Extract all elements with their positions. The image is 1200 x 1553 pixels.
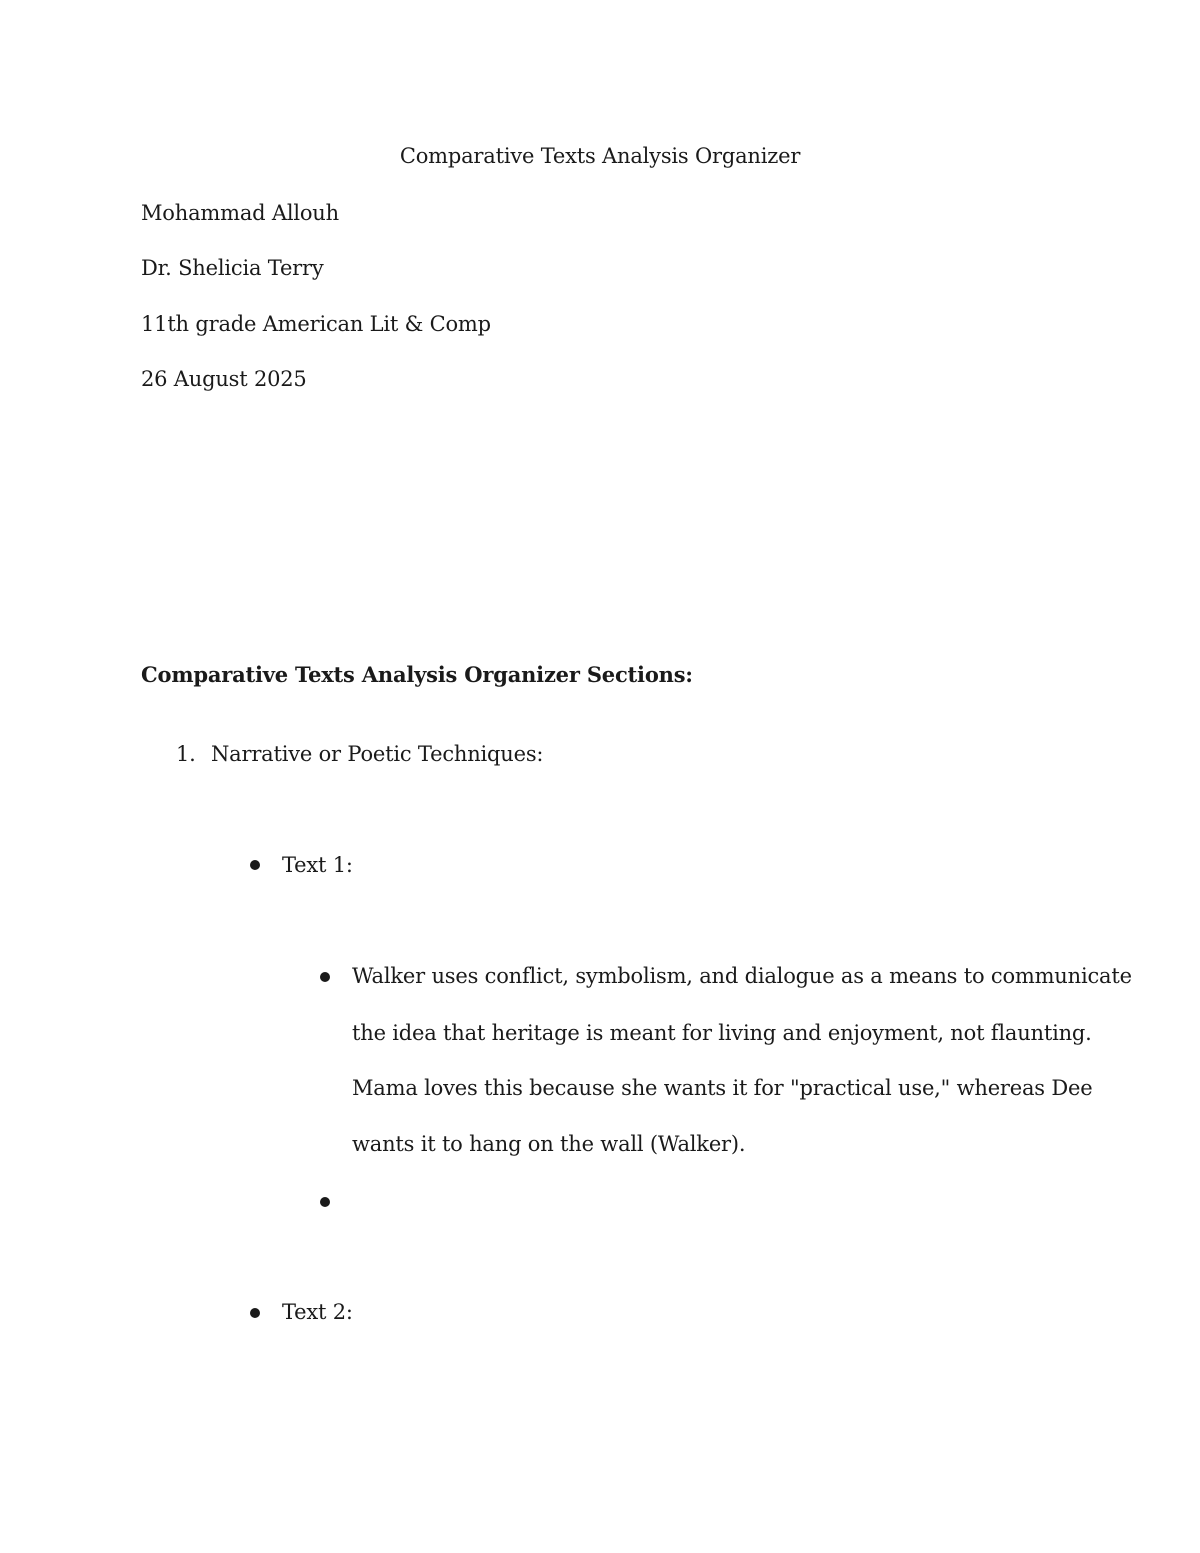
- text1-paragraph-line: the idea that heritage is meant for living and enjoyment, not flaunting.: [352, 1021, 1092, 1045]
- text2-label: Text 2:: [282, 1300, 353, 1324]
- course-name: 11th grade American Lit & Comp: [141, 312, 491, 336]
- teacher-name: Dr. Shelicia Terry: [141, 256, 324, 280]
- list-item-label: Narrative or Poetic Techniques:: [211, 742, 544, 766]
- section-heading: Comparative Texts Analysis Organizer Sections:: [141, 662, 693, 687]
- list-number: 1.: [176, 742, 196, 766]
- text1-paragraph-line: wants it to hang on the wall (Walker).: [352, 1132, 746, 1156]
- bullet-icon: [250, 860, 260, 870]
- student-name: Mohammad Allouh: [141, 201, 339, 225]
- text1-paragraph-line: Walker uses conflict, symbolism, and dialogue as a means to communicate: [352, 964, 1132, 988]
- text1-paragraph-line: Mama loves this because she wants it for "practical use," whereas Dee: [352, 1076, 1093, 1100]
- text1-label: Text 1:: [282, 853, 353, 877]
- date: 26 August 2025: [141, 367, 307, 391]
- document-title: Comparative Texts Analysis Organizer: [399, 144, 801, 168]
- bullet-icon: [250, 1308, 260, 1318]
- empty-bullet-icon: [320, 1197, 330, 1207]
- bullet-icon: [320, 972, 330, 982]
